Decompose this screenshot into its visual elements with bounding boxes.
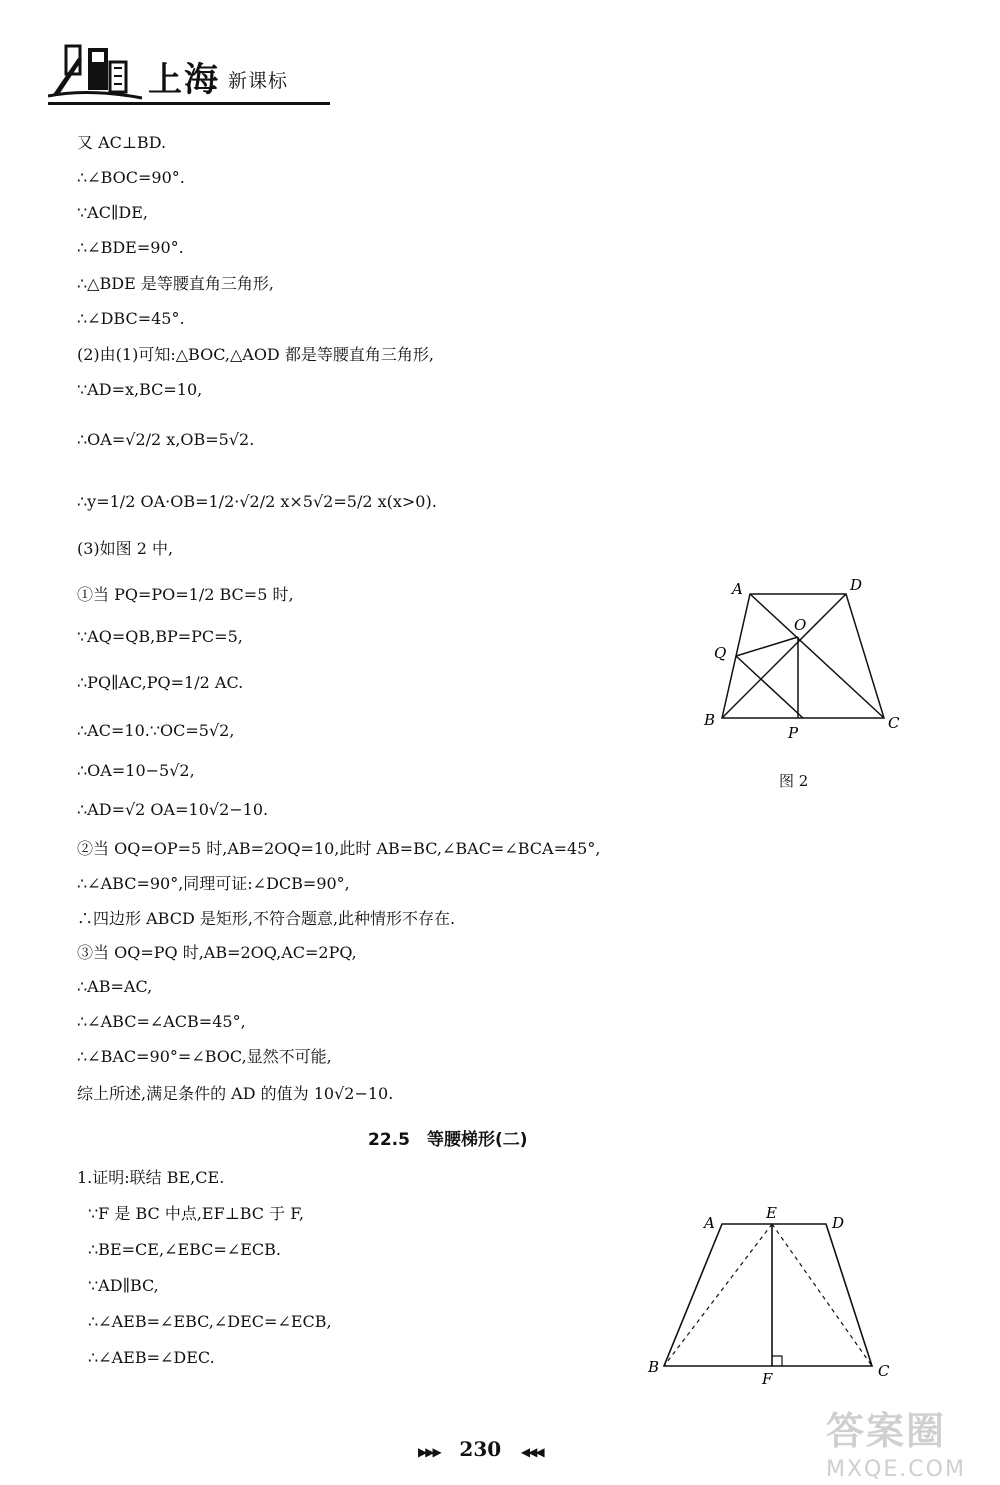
proof-line: ∵AD∥BC, bbox=[88, 1276, 159, 1295]
figure-2-trapezoid-diagram bbox=[700, 570, 920, 750]
proof-line: ∵F 是 BC 中点,EF⊥BC 于 F, bbox=[88, 1204, 304, 1223]
figure3-label-a: A bbox=[704, 1214, 715, 1232]
figure2-label-o: O bbox=[794, 616, 807, 634]
solution-line: 又 AC⊥BD. bbox=[77, 133, 167, 152]
header-rule bbox=[48, 102, 330, 105]
figure3-label-e: E bbox=[766, 1204, 777, 1222]
solution-line: ∵AC∥DE, bbox=[77, 203, 148, 222]
brand-title: 上海 bbox=[148, 60, 220, 100]
page-header bbox=[48, 38, 330, 108]
proof-line: 1.证明:联结 BE,CE. bbox=[77, 1168, 225, 1187]
page-number: 230 bbox=[459, 1437, 502, 1461]
solution-line: ∵AD=x,BC=10, bbox=[77, 380, 203, 399]
brand-subtitle: 新课标 bbox=[228, 70, 289, 92]
figure2-label-p: P bbox=[788, 724, 799, 742]
solution-line: ∴∠ABC=90°,同理可证:∠DCB=90°, bbox=[77, 874, 350, 893]
solution-line: ∴四边形 ABCD 是矩形,不符合题意,此种情形不存在. bbox=[77, 909, 456, 928]
solution-line: ∴AC=10.∵OC=5√2, bbox=[77, 721, 235, 740]
figure2-label-b: B bbox=[704, 711, 716, 729]
solution-line: ②当 OQ=OP=5 时,AB=2OQ=10,此时 AB=BC,∠BAC=∠BCA=45°, bbox=[77, 839, 601, 858]
solution-line: ∴PQ∥AC,PQ=1/2 AC. bbox=[77, 673, 244, 692]
proof-line: ∴∠AEB=∠DEC. bbox=[88, 1348, 215, 1367]
solution-line: ∴y=1/2 OA·OB=1/2·√2/2 x×5√2=5/2 x(x>0). bbox=[77, 492, 437, 511]
proof-line: ∴BE=CE,∠EBC=∠ECB. bbox=[88, 1240, 281, 1259]
solution-line: ∴∠BAC=90°=∠BOC,显然不可能, bbox=[77, 1047, 332, 1066]
proof-line: ∴∠AEB=∠EBC,∠DEC=∠ECB, bbox=[88, 1312, 332, 1331]
solution-line: ∴AB=AC, bbox=[77, 977, 153, 996]
page-footer bbox=[418, 1437, 543, 1461]
solution-line: ∴∠BDE=90°. bbox=[77, 238, 184, 257]
book-logo-icon bbox=[48, 38, 144, 100]
figure3-label-c: C bbox=[878, 1362, 890, 1380]
solution-line: (2)由(1)可知:△BOC,△AOD 都是等腰直角三角形, bbox=[77, 345, 434, 364]
solution-line: ∴AD=√2 OA=10√2−10. bbox=[77, 800, 269, 819]
figure3-label-d: D bbox=[832, 1214, 845, 1232]
solution-line: ∴∠DBC=45°. bbox=[77, 309, 185, 328]
figure2-label-d: D bbox=[850, 576, 863, 594]
solution-line: ∴△BDE 是等腰直角三角形, bbox=[77, 274, 274, 293]
figure3-label-f: F bbox=[762, 1370, 773, 1388]
solution-line: (3)如图 2 中, bbox=[77, 539, 174, 558]
section-title: 22.5 等腰梯形(二) bbox=[368, 1130, 528, 1150]
solution-line: ①当 PQ=PO=1/2 BC=5 时, bbox=[77, 585, 294, 604]
solution-line: ∴∠ABC=∠ACB=45°, bbox=[77, 1012, 246, 1031]
figure3-label-b: B bbox=[648, 1358, 660, 1376]
solution-line: ∴∠BOC=90°. bbox=[77, 168, 185, 187]
figure-2-caption: 图 2 bbox=[779, 772, 809, 790]
footer-left-arrows-icon: ▶▶▶ bbox=[418, 1445, 440, 1459]
watermark bbox=[826, 1400, 966, 1482]
figure2-label-a: A bbox=[732, 580, 743, 598]
solution-line: ∴OA=10−5√2, bbox=[77, 761, 195, 780]
watermark-url: MXQE.COM bbox=[826, 1457, 966, 1482]
solution-line: ③当 OQ=PQ 时,AB=2OQ,AC=2PQ, bbox=[77, 943, 357, 962]
footer-right-arrows-icon: ◀◀◀ bbox=[520, 1445, 543, 1459]
figure2-label-c: C bbox=[888, 714, 900, 732]
watermark-logo-text: 答案圈 bbox=[826, 1409, 947, 1453]
solution-line: ∵AQ=QB,BP=PC=5, bbox=[77, 627, 243, 646]
figure2-label-q: Q bbox=[714, 644, 727, 662]
solution-line: 综上所述,满足条件的 AD 的值为 10√2−10. bbox=[77, 1084, 394, 1103]
figure-isosceles-trapezoid-diagram bbox=[640, 1200, 900, 1390]
solution-line: ∴OA=√2/2 x,OB=5√2. bbox=[77, 430, 255, 449]
